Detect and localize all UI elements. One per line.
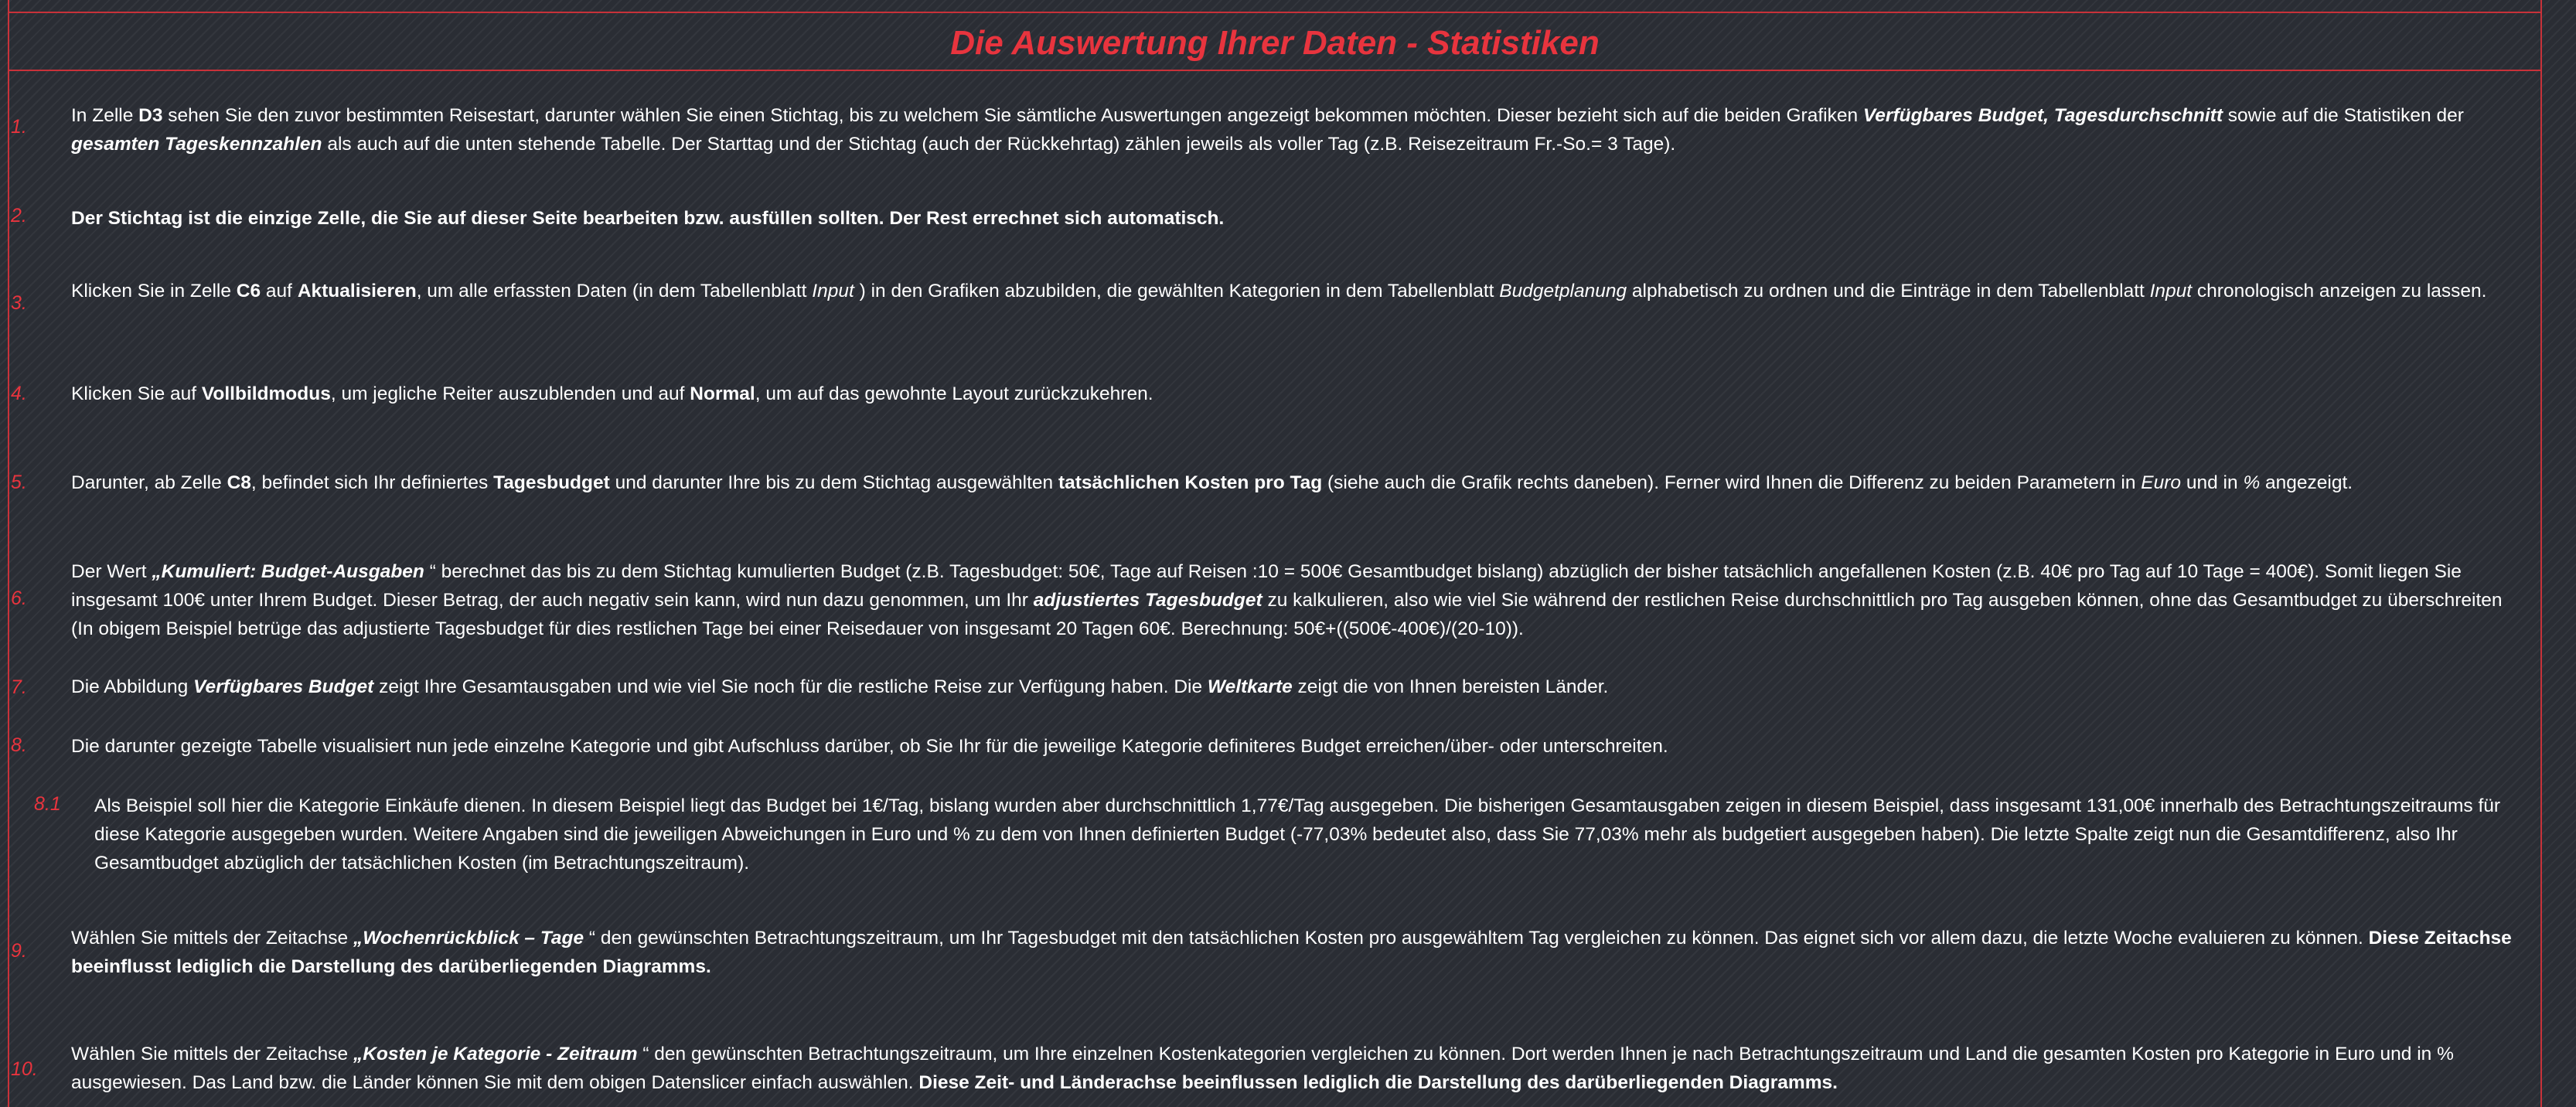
- instruction-paragraph: In Zelle D3 sehen Sie den zuvor bestimmten Reisestart, darunter wählen Sie einen Stichtag, bis zu welchem Sie sämtliche Auswertungen angezeigt bekommen möchten. Dieser bezieht sich auf die beiden Grafiken Verfügbares Budget, Tagesdurchschnitt sowie auf die Statistiken der gesamten Tageskennzahlen als auch auf die unten stehende Tabelle. Der Starttag und der Stichtag (auch der Rückkehrtag) zählen jeweils als voller Tag (z.B. Reisezeitraum Fr.-So.= 3 Tage).: [71, 105, 2464, 155]
- frame-left-border: [8, 0, 9, 1107]
- title-top-border: [8, 12, 2542, 13]
- item-number: 8.: [11, 734, 27, 756]
- item-number: 9.: [11, 940, 27, 962]
- instruction-paragraph: Die darunter gezeigte Tabelle visualisiert nun jede einzelne Kategorie und gibt Aufschluss darüber, ob Sie Ihr für die jeweilige Kategorie definiteres Budget erreichen/über- oder unterschreiten.: [71, 736, 1668, 757]
- instruction-paragraph: Darunter, ab Zelle C8, befindet sich Ihr definiertes Tagesbudget und darunter Ihre bis zu dem Stichtag ausgewählten tatsächlichen Kosten pro Tag (siehe auch die Grafik rechts daneben). Ferner wird Ihnen die Differenz zu beiden Parametern in Euro und in % angezeigt.: [71, 472, 2353, 493]
- item-number: 6.: [11, 588, 27, 609]
- item-number: 8.1: [34, 793, 61, 815]
- item-number: 1.: [11, 116, 27, 138]
- instruction-paragraph: Als Beispiel soll hier die Kategorie Einkäufe dienen. In diesem Beispiel liegt das Budget bei 1€/Tag, bislang wurden aber durchschnittlich 1,77€/Tag ausgegeben. Die bisherigen Gesamtausgaben zeigen in diesem Beispiel, dass insgesamt 131,00€ innerhalb des Betrachtungszeitraums für diese Kategorie ausgegeben wurden. Weitere Angaben sind die jeweiligen Abweichungen in Euro und % zu dem von Ihnen definierten Budget (-77,03% bedeutet also, dass Sie 77,03% mehr als budgetiert ausgegeben haben). Die letzte Spalte zeigt nun die Gesamtdifferenz, also Ihr Gesamtbudget abzüglich der tatsächlichen Kosten (im Betrachtungszeitraum).: [94, 795, 2501, 874]
- instruction-paragraph: Wählen Sie mittels der Zeitachse „Wochenrückblick – Tage “ den gewünschten Betrachtungszeitraum, um Ihr Tagesbudget mit den tatsächlichen Kosten pro ausgewähltem Tag vergleichen zu können. Das eignet sich vor allem dazu, die letzte Woche evaluieren zu können. Diese Zeitachse beeinflusst lediglich die Darstellung des darüberliegenden Diagramms.: [71, 928, 2512, 977]
- instruction-paragraph: Der Wert „Kumuliert: Budget-Ausgaben “ berechnet das bis zu dem Stichtag kumulierten Budget (z.B. Tagesbudget: 50€, Tage auf Reisen :10 = 500€ Gesamtbudget bislang) abzüglich der bisher tatsächlich angefallenen Kosten (z.B. 40€ pro Tag auf 10 Tage = 400€). Somit liegen Sie insgesamt 100€ unter Ihrem Budget. Dieser Betrag, der auch negativ sein kann, wird nun dazu genommen, um Ihr adjustiertes Tagesbudget zu kalkulieren, also wie viel Sie während der restlichen Reise durchschnittlich pro Tag ausgeben können, ohne das Gesamtbudget zu überschreiten (In obigem Beispiel betrüge das adjustierte Tagesbudget für dies restlichen Tage bei einer Reisedauer von insgesamt 20 Tagen 60€. Berechnung: 50€+((500€-400€)/(20-10)).: [71, 561, 2503, 639]
- item-number: 10.: [11, 1058, 38, 1080]
- item-number: 3.: [11, 292, 27, 314]
- item-number: 4.: [11, 383, 27, 404]
- item-number: 5.: [11, 472, 27, 493]
- instruction-paragraph: Klicken Sie auf Vollbildmodus, um jegliche Reiter auszublenden und auf Normal, um auf das gewohnte Layout zurückzukehren.: [71, 383, 1153, 404]
- item-number: 2.: [11, 205, 27, 227]
- frame-right-border: [2540, 0, 2542, 1107]
- item-number: 7.: [11, 676, 27, 698]
- instruction-paragraph: Die Abbildung Verfügbares Budget zeigt Ihre Gesamtausgaben und wie viel Sie noch für die restliche Reise zur Verfügung haben. Die Weltkarte zeigt die von Ihnen bereisten Länder.: [71, 676, 1609, 697]
- instruction-paragraph: Wählen Sie mittels der Zeitachse „Kosten je Kategorie - Zeitraum “ den gewünschten Betrachtungszeitraum, um Ihre einzelnen Kostenkategorien vergleichen zu können. Dort werden Ihnen je nach Betrachtungszeitraum und Land die gesamten Kosten pro Kategorie in Euro und in % ausgewiesen. Das Land bzw. die Länder können Sie mit dem obigen Datenslicer einfach auswählen. Diese Zeit- und Länderachse beeinflussen lediglich die Darstellung des darüberliegenden Diagramms.: [71, 1044, 2454, 1093]
- instruction-paragraph: Der Stichtag ist die einzige Zelle, die Sie auf dieser Seite bearbeiten bzw. ausfüllen sollten. Der Rest errechnet sich automatisch.: [71, 208, 1225, 229]
- page-title: Die Auswertung Ihrer Daten - Statistiken: [950, 24, 1600, 62]
- instruction-paragraph: Klicken Sie in Zelle C6 auf Aktualisieren, um alle erfassten Daten (in dem Tabellenblatt Input ) in den Grafiken abzubilden, die gewählten Kategorien in dem Tabellenblatt Budgetplanung alphabetisch zu ordnen und die Einträge in dem Tabellenblatt Input chronologisch anzeigen zu lassen.: [71, 281, 2487, 301]
- title-bottom-border: [8, 70, 2542, 71]
